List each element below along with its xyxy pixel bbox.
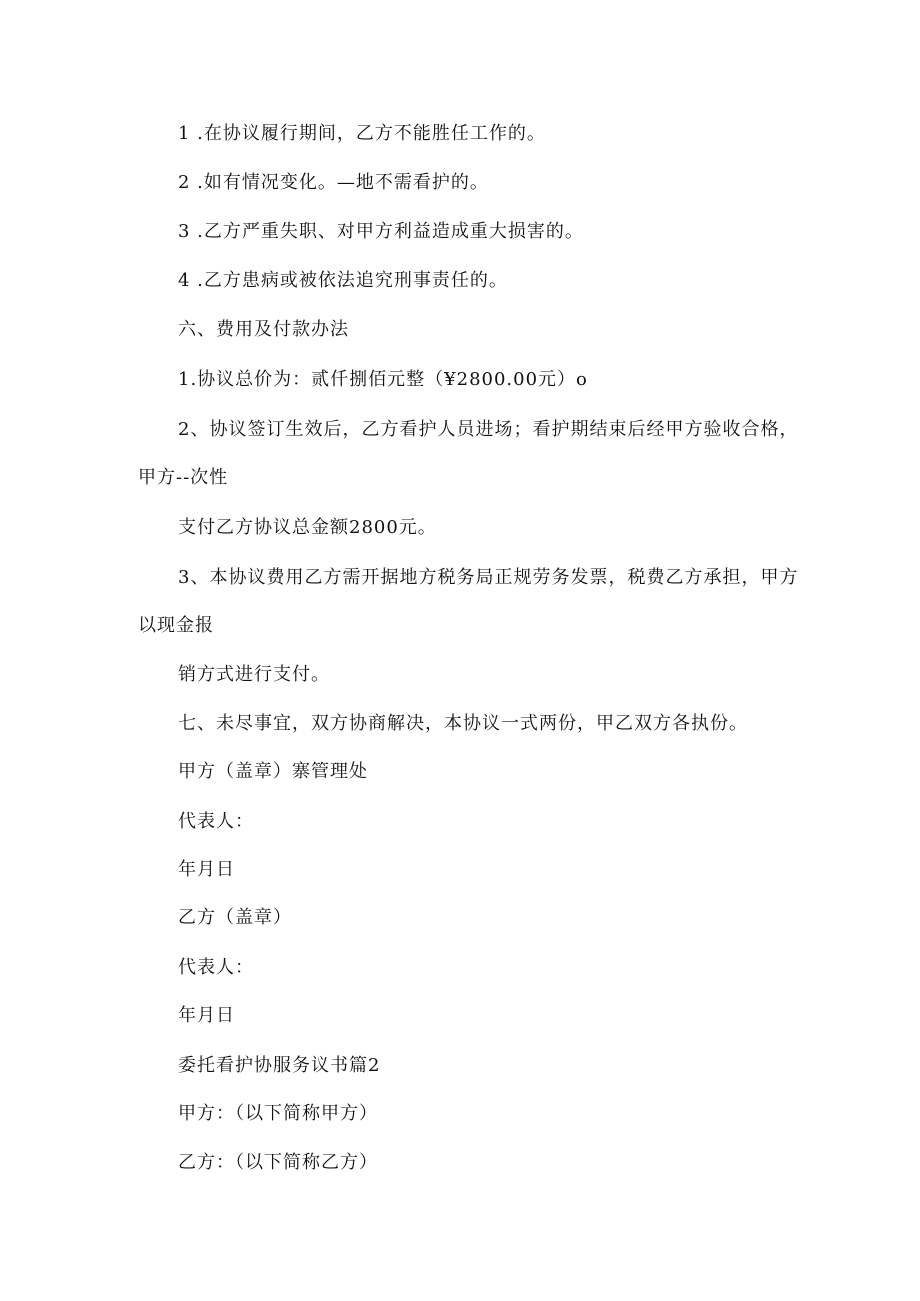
payment-clause-3-cont2: 销方式进行支付。 — [178, 664, 330, 685]
payment-clause-3-cont: 以现金报 — [138, 615, 214, 636]
party-b-date: 年月日 — [178, 1005, 235, 1026]
payment-clause-3: 3、本协议费用乙方需开据地方税务局正规劳务发票，税费乙方承担，甲方 — [178, 567, 799, 588]
party-b-seal: 乙方（盖章） — [178, 907, 292, 928]
payment-clause-2: 2、协议签订生效后，乙方看护人员进场；看护期结束后经甲方验收合格， — [178, 419, 799, 440]
party-a-intro: 甲方：（以下简称甲方） — [178, 1103, 378, 1124]
party-b-representative: 代表人： — [178, 957, 254, 978]
clause-1: 1 .在协议履行期间，乙方不能胜任工作的。 — [178, 123, 546, 144]
payment-clause-2-cont2: 支付乙方协议总金额2800元。 — [178, 517, 437, 538]
clause-2: 2 .如有情况变化。—地不需看护的。 — [178, 172, 489, 193]
clause-3: 3 .乙方严重失职、对甲方利益造成重大损害的。 — [178, 221, 584, 242]
section-heading-misc: 七、未尽事宜，双方协商解决，本协议一式两份，甲乙双方各执份。 — [178, 713, 748, 734]
section-heading-fees: 六、费用及付款办法 — [178, 319, 349, 340]
party-a-date: 年月日 — [178, 859, 235, 880]
section-title-part-2: 委托看护协服务议书篇2 — [178, 1055, 381, 1076]
party-a-seal: 甲方（盖章）寨管理处 — [178, 761, 368, 782]
payment-clause-2-cont: 甲方--次性 — [138, 467, 229, 488]
clause-4: 4 .乙方患病或被依法追究刑事责任的。 — [178, 270, 508, 291]
party-b-intro: 乙方：（以下简称乙方） — [178, 1152, 378, 1173]
fee-total: 1.协议总价为：贰仟捌佰元整（¥2800.00元）o — [178, 369, 588, 390]
party-a-representative: 代表人： — [178, 811, 254, 832]
